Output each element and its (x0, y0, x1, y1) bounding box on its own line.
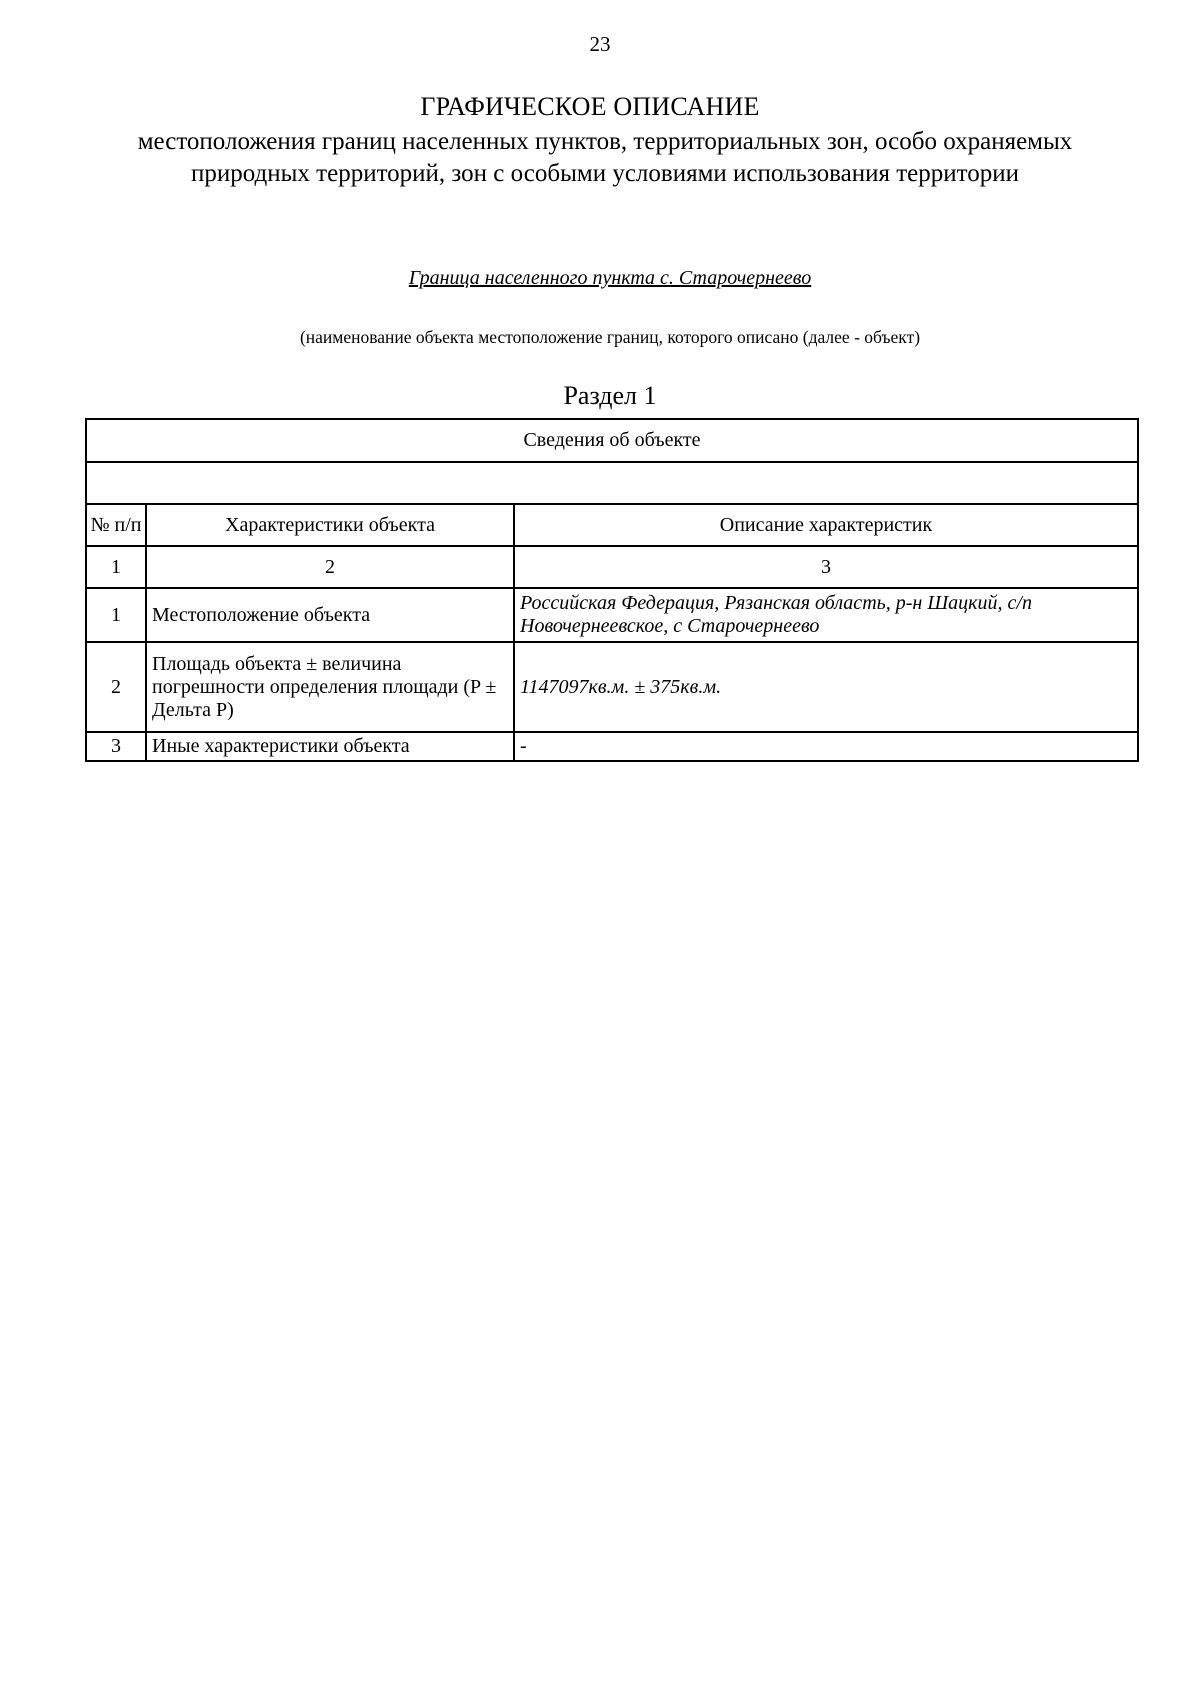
row-characteristic: Местоположение объекта (146, 588, 514, 642)
row-description: - (514, 732, 1138, 761)
table-caption-row (86, 419, 1138, 462)
page-number: 23 (589, 32, 611, 56)
column-number-1: 1 (86, 546, 146, 588)
object-name: Граница населенного пункта с. Старочернеево (408, 267, 812, 289)
table-empty-row (86, 462, 1138, 504)
column-number-3: 3 (514, 546, 1138, 588)
header-characteristic: Характеристики объекта (146, 504, 514, 546)
row-description: Российская Федерация, Рязанская область, р-н Шацкий, с/п Новочернеевское, с Старочернеево (514, 588, 1138, 642)
table-caption: Сведения об объекте (86, 419, 1138, 462)
header-description: Описание характеристик (514, 504, 1138, 546)
row-characteristic: Площадь объекта ± величина погрешности определения площади (P ± Дельта P) (146, 642, 514, 732)
table-row (86, 732, 1138, 761)
table-row (86, 588, 1138, 642)
table-column-numbers-row (86, 546, 1138, 588)
row-number: 2 (86, 642, 146, 732)
document-subtitle: местоположения границ населенных пунктов, территориальных зон, особо охраняемых природных территорий, зон с особыми условиями использования территории (137, 128, 1073, 187)
document-title: ГРАФИЧЕСКОЕ ОПИСАНИЕ (420, 92, 760, 121)
row-number: 1 (86, 588, 146, 642)
empty-cell (86, 462, 1138, 504)
table-header-row (86, 504, 1138, 546)
row-description: 1147097кв.м. ± 375кв.м. (514, 642, 1138, 732)
header-number: № п/п (86, 504, 146, 546)
row-number: 3 (86, 732, 146, 761)
object-name-caption: (наименование объекта местоположение границ, которого описано (далее - объект) (299, 327, 921, 347)
column-number-2: 2 (146, 546, 514, 588)
table-row (86, 642, 1138, 732)
section-title: Раздел 1 (563, 381, 657, 410)
object-info-table (85, 418, 1139, 762)
row-characteristic: Иные характеристики объекта (146, 732, 514, 761)
